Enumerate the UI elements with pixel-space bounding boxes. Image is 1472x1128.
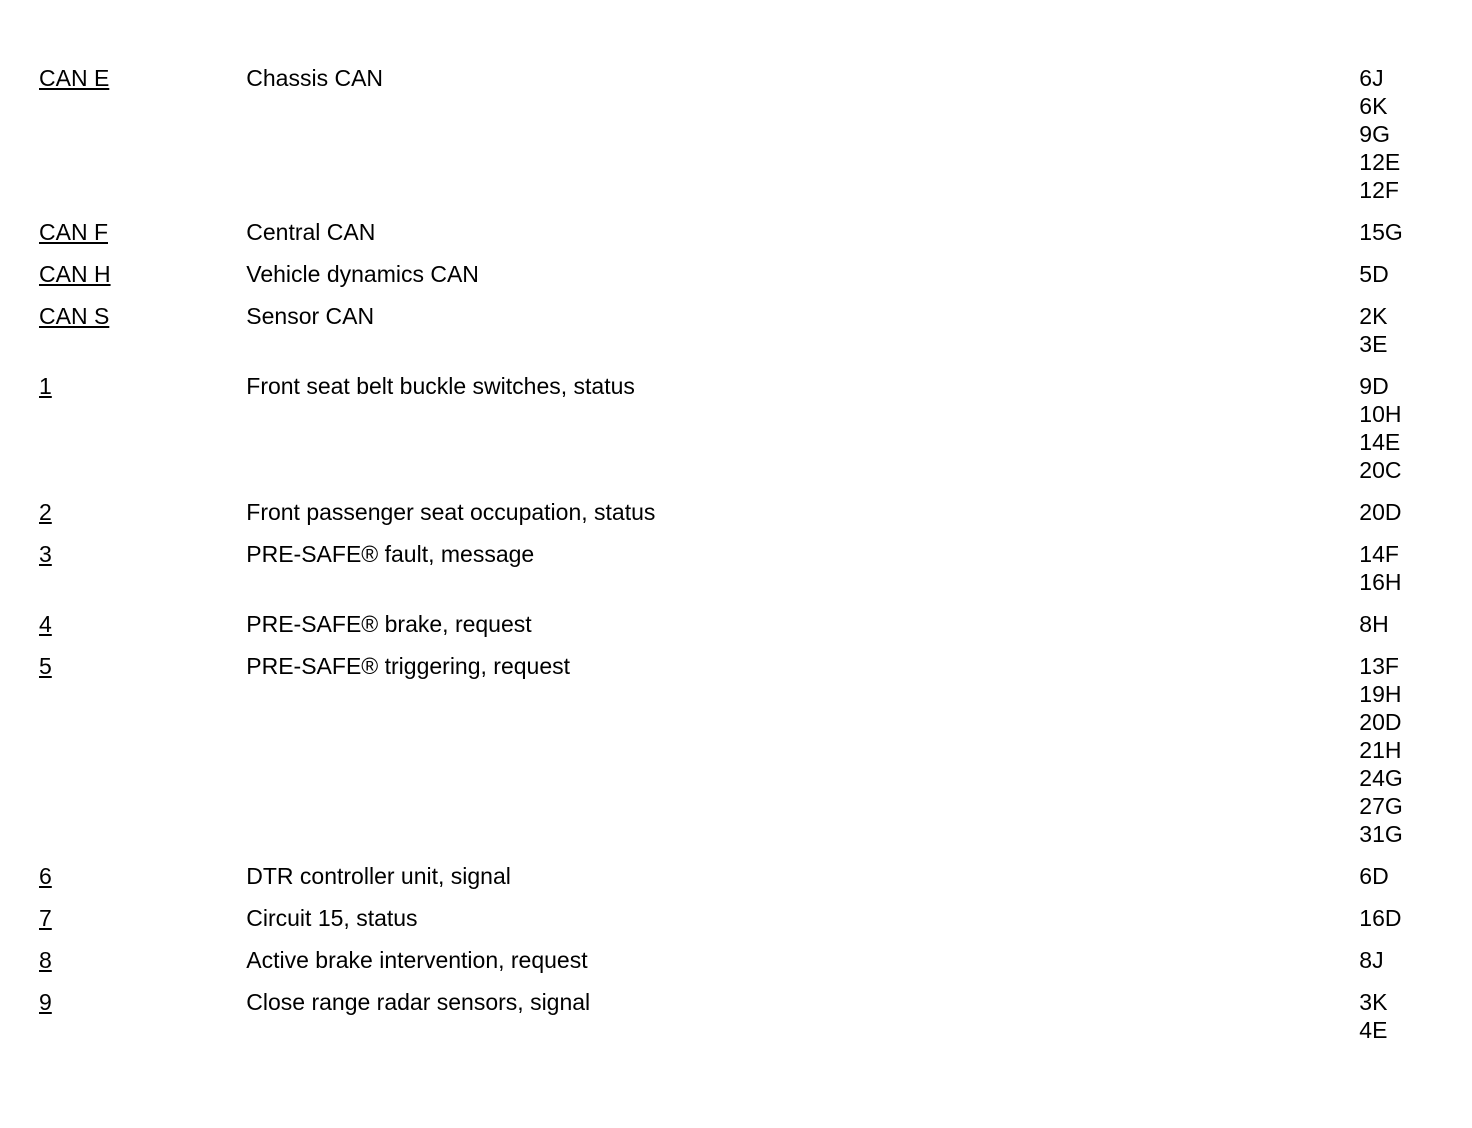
signal-code-link[interactable]: 2 bbox=[39, 499, 52, 525]
grid-reference: 2K bbox=[1359, 303, 1388, 329]
signal-code-link[interactable]: CAN H bbox=[39, 261, 111, 287]
signal-description: Vehicle dynamics CAN bbox=[246, 261, 479, 287]
legend-row-5 bbox=[39, 652, 1439, 848]
legend-row-9 bbox=[39, 988, 1439, 1044]
signal-code-link[interactable]: 5 bbox=[39, 653, 52, 679]
grid-reference: 20D bbox=[1359, 499, 1402, 525]
legend-row-can-e bbox=[39, 64, 1439, 204]
signal-description: Circuit 15, status bbox=[246, 905, 418, 931]
legend-row-can-f bbox=[39, 218, 1439, 246]
signal-description: Central CAN bbox=[246, 219, 376, 245]
grid-reference: 20C bbox=[1359, 457, 1402, 483]
grid-reference: 10H bbox=[1359, 401, 1402, 427]
legend-row-6 bbox=[39, 862, 1439, 890]
signal-description: PRE-SAFE® triggering, request bbox=[246, 653, 571, 679]
signal-code-link[interactable]: CAN E bbox=[39, 65, 110, 91]
legend-row-3 bbox=[39, 540, 1439, 596]
signal-description: PRE-SAFE® brake, request bbox=[246, 611, 532, 637]
signal-code-link[interactable]: 4 bbox=[39, 611, 52, 637]
signal-description: Close range radar sensors, signal bbox=[246, 989, 591, 1015]
signal-code-link[interactable]: CAN S bbox=[39, 303, 110, 329]
grid-reference: 8J bbox=[1359, 947, 1384, 973]
grid-reference: 5D bbox=[1359, 261, 1389, 287]
grid-reference: 9D bbox=[1359, 373, 1389, 399]
legend-row-1 bbox=[39, 372, 1439, 484]
grid-reference-list bbox=[1359, 904, 1439, 932]
grid-reference: 15G bbox=[1359, 219, 1403, 245]
grid-reference: 21H bbox=[1359, 737, 1402, 763]
grid-reference-list bbox=[1359, 260, 1439, 288]
grid-reference-list bbox=[1359, 946, 1439, 974]
grid-reference: 3K bbox=[1359, 989, 1388, 1015]
grid-reference: 19H bbox=[1359, 681, 1402, 707]
signal-code-link[interactable]: 3 bbox=[39, 541, 52, 567]
legend-row-7 bbox=[39, 904, 1439, 932]
signal-description: DTR controller unit, signal bbox=[246, 863, 511, 889]
grid-reference-list bbox=[1359, 372, 1439, 484]
signal-description: PRE-SAFE® fault, message bbox=[246, 541, 535, 567]
grid-reference-list bbox=[1359, 540, 1439, 596]
grid-reference-list bbox=[1359, 64, 1439, 204]
grid-reference-list bbox=[1359, 862, 1439, 890]
grid-reference: 12E bbox=[1359, 149, 1401, 175]
grid-reference: 14E bbox=[1359, 429, 1401, 455]
legend-row-8 bbox=[39, 946, 1439, 974]
legend-row-can-h bbox=[39, 260, 1439, 288]
signal-code-link[interactable]: 1 bbox=[39, 373, 52, 399]
signal-description: Front seat belt buckle switches, status bbox=[246, 373, 635, 399]
grid-reference: 3E bbox=[1359, 331, 1388, 357]
signal-description: Active brake intervention, request bbox=[246, 947, 588, 973]
grid-reference-list bbox=[1359, 610, 1439, 638]
grid-reference: 8H bbox=[1359, 611, 1389, 637]
legend-row-can-s bbox=[39, 302, 1439, 358]
grid-reference: 6K bbox=[1359, 93, 1388, 119]
grid-reference-list bbox=[1359, 498, 1439, 526]
grid-reference: 4E bbox=[1359, 1017, 1388, 1043]
grid-reference: 14F bbox=[1359, 541, 1399, 567]
grid-reference: 24G bbox=[1359, 765, 1403, 791]
grid-reference: 31G bbox=[1359, 821, 1403, 847]
signal-code-link[interactable]: CAN F bbox=[39, 219, 108, 245]
grid-reference-list bbox=[1359, 652, 1439, 848]
grid-reference: 13F bbox=[1359, 653, 1399, 679]
grid-reference: 27G bbox=[1359, 793, 1403, 819]
grid-reference: 16H bbox=[1359, 569, 1402, 595]
grid-reference-list bbox=[1359, 218, 1439, 246]
grid-reference: 6J bbox=[1359, 65, 1384, 91]
grid-reference: 12F bbox=[1359, 177, 1399, 203]
grid-reference-list bbox=[1359, 302, 1439, 358]
grid-reference: 9G bbox=[1359, 121, 1390, 147]
legend-row-2 bbox=[39, 498, 1439, 526]
grid-reference: 16D bbox=[1359, 905, 1402, 931]
signal-legend-table bbox=[39, 64, 1439, 1058]
grid-reference: 20D bbox=[1359, 709, 1402, 735]
signal-code-link[interactable]: 9 bbox=[39, 989, 52, 1015]
grid-reference: 6D bbox=[1359, 863, 1389, 889]
signal-description: Sensor CAN bbox=[246, 303, 375, 329]
legend-row-4 bbox=[39, 610, 1439, 638]
grid-reference-list bbox=[1359, 988, 1439, 1044]
signal-code-link[interactable]: 8 bbox=[39, 947, 52, 973]
signal-code-link[interactable]: 6 bbox=[39, 863, 52, 889]
signal-description: Chassis CAN bbox=[246, 65, 384, 91]
signal-code-link[interactable]: 7 bbox=[39, 905, 52, 931]
signal-description: Front passenger seat occupation, status bbox=[246, 499, 656, 525]
